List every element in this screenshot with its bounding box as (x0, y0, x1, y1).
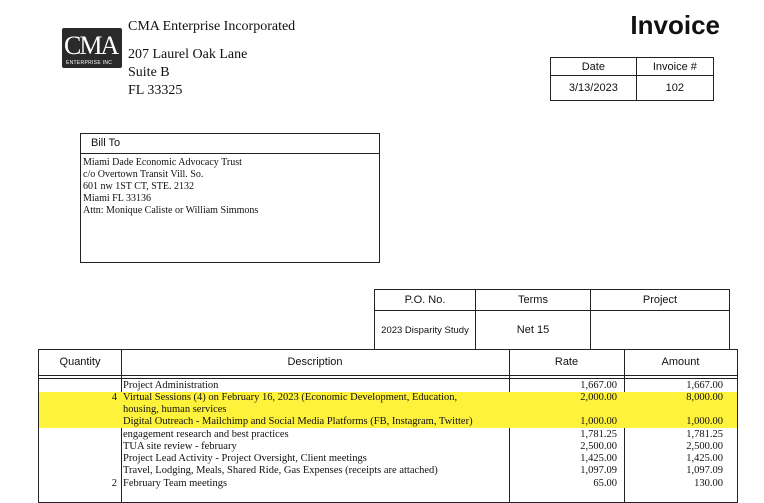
row-rate: 2,000.00 (580, 392, 617, 403)
row-description: Digital Outreach - Mailchimp and Social Media Platforms (FB, Instagram, Twitter) (123, 416, 473, 427)
row-amount: 8,000.00 (686, 392, 723, 403)
table-row (39, 380, 737, 392)
row-description: Travel, Lodging, Meals, Shared Ride, Gas Expenses (receipts are attached) (123, 465, 438, 476)
table-row (39, 404, 737, 416)
row-rate: 1,667.00 (580, 380, 617, 391)
row-rate: 1,097.09 (580, 465, 617, 476)
row-description: housing, human services (123, 404, 227, 415)
bill-to-line: 601 nw 1ST CT, STE. 2132 (83, 181, 195, 192)
row-quantity: 4 (111, 392, 117, 403)
company-logo (62, 28, 122, 68)
terms-value: Net 15 (476, 311, 591, 350)
table-row (39, 441, 737, 453)
amount-header: Amount (661, 356, 700, 368)
row-rate: 65.00 (593, 478, 617, 489)
row-description: Project Administration (123, 380, 219, 391)
bill-to-line: Attn: Monique Caliste or William Simmons (83, 205, 259, 216)
company-address-line1: 207 Laurel Oak Lane (128, 47, 248, 62)
logo-text: CMA (64, 31, 118, 60)
invoice-date: 3/13/2023 (551, 76, 637, 101)
invoice-title: Invoice (630, 10, 720, 40)
row-description: February Team meetings (123, 478, 228, 489)
bill-to-line: Miami Dade Economic Advocacy Trust (83, 157, 242, 168)
table-row (39, 478, 737, 490)
company-name: CMA Enterprise Incorporated (128, 19, 296, 34)
bill-to-address (81, 154, 379, 217)
company-address-line2: Suite B (128, 65, 170, 80)
date-label: Date (551, 58, 637, 76)
row-rate: 1,425.00 (580, 453, 617, 464)
row-rate: 2,500.00 (580, 441, 617, 452)
project-value (591, 311, 730, 350)
row-rate: 1,781.25 (580, 429, 617, 440)
table-row (39, 453, 737, 465)
po-terms-table (374, 289, 730, 350)
table-row (39, 416, 737, 428)
row-description: TUA site review - february (123, 441, 237, 452)
row-amount: 1,000.00 (686, 416, 723, 427)
description-header: Description (287, 356, 343, 368)
rate-header: Rate (554, 356, 579, 368)
row-amount: 1,097.09 (686, 465, 723, 476)
bill-to-line: c/o Overtown Transit Vill. So. (83, 169, 204, 180)
row-amount: 2,500.00 (686, 441, 723, 452)
invoice-meta-table (550, 57, 714, 101)
row-description: Virtual Sessions (4) on February 16, 2023 (Economic Development, Education, (123, 392, 458, 403)
table-row (39, 392, 737, 404)
row-amount: 1,781.25 (686, 429, 723, 440)
invoice-number: 102 (636, 76, 713, 101)
logo-subtext: ENTERPRISE INC (66, 60, 113, 66)
row-amount: 1,425.00 (686, 453, 723, 464)
row-description: Project Lead Activity - Project Oversight, Client meetings (123, 453, 367, 464)
project-label: Project (591, 290, 730, 311)
company-address-line3: FL 33325 (128, 83, 183, 98)
quantity-header: Quantity (59, 356, 101, 368)
line-items-table (38, 349, 738, 503)
row-amount: 1,667.00 (686, 380, 723, 391)
bill-to-line: Miami FL 33136 (83, 193, 151, 204)
bill-to-label: Bill To (81, 134, 379, 154)
row-description: engagement research and best practices (123, 429, 289, 440)
po-value: 2023 Disparity Study (375, 311, 476, 350)
bill-to-box (80, 133, 380, 263)
table-row (39, 429, 737, 441)
terms-label: Terms (476, 290, 591, 311)
table-row (39, 465, 737, 477)
row-rate: 1,000.00 (580, 416, 617, 427)
po-label: P.O. No. (375, 290, 476, 311)
row-amount: 130.00 (694, 478, 723, 489)
row-quantity: 2 (111, 478, 117, 489)
invoice-number-label: Invoice # (636, 58, 713, 76)
